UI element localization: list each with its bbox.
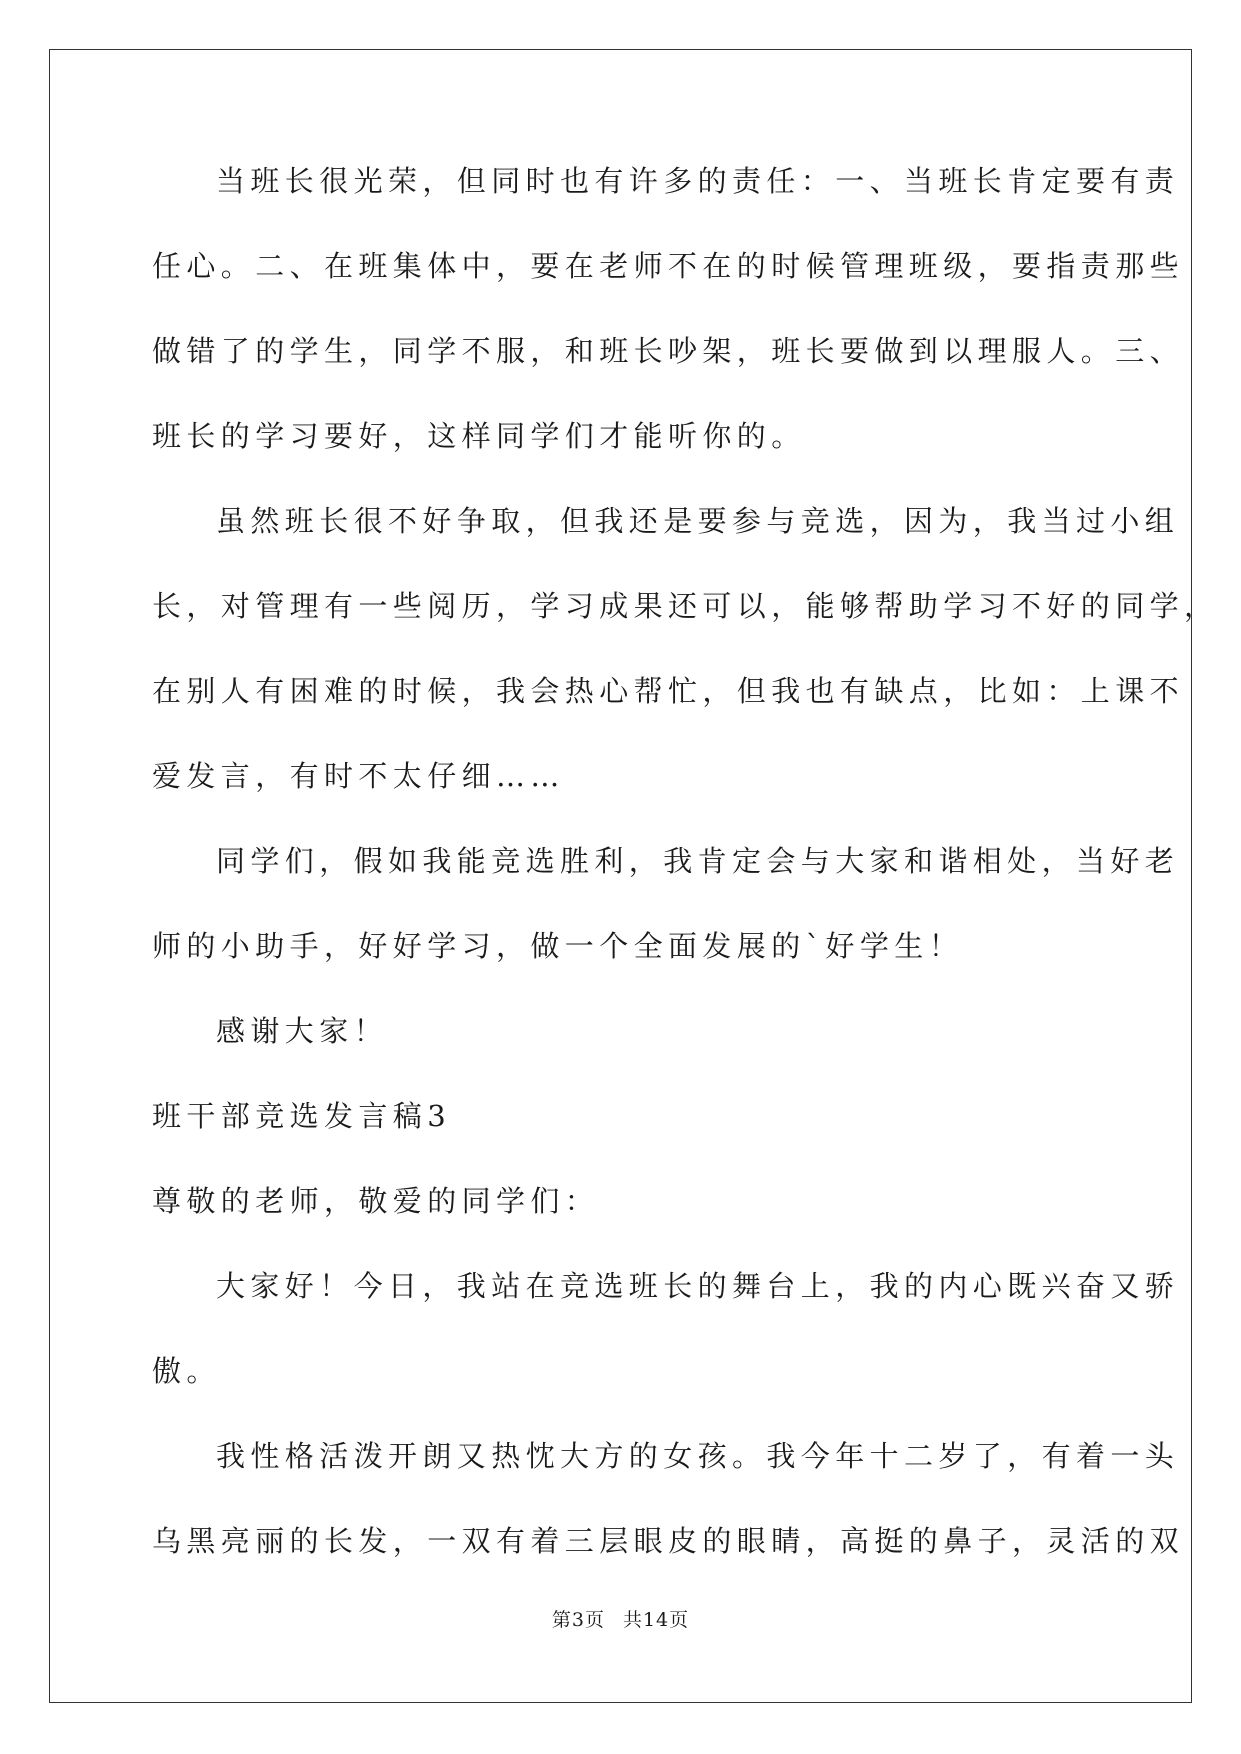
paragraph-line: 师的小助手，好好学习，做一个全面发展的`好学生！ — [152, 929, 964, 963]
paragraph-line: 当班长很光荣，但同时也有许多的责任：一、当班长肯定要有责 — [216, 164, 1180, 198]
page-total: 共14页 — [622, 1609, 690, 1631]
salutation-line: 尊敬的老师，敬爱的同学们： — [152, 1184, 600, 1218]
paragraph-line: 长，对管理有一些阅历，学习成果还可以，能够帮助学习不好的同学， — [152, 589, 1219, 623]
paragraph-line: 大家好！今日，我站在竞选班长的舞台上，我的内心既兴奋又骄 — [216, 1269, 1180, 1303]
section-heading: 班干部竞选发言稿3 — [152, 1099, 452, 1133]
paragraph-line: 爱发言，有时不太仔细…… — [152, 759, 565, 793]
paragraph-line: 虽然班长很不好争取，但我还是要参与竞选，因为，我当过小组 — [216, 504, 1180, 538]
page-footer — [0, 1605, 1241, 1632]
paragraph-line: 在别人有困难的时候，我会热心帮忙，但我也有缺点，比如：上课不 — [152, 674, 1185, 708]
paragraph-line: 乌黑亮丽的长发，一双有着三层眼皮的眼睛，高挺的鼻子，灵活的双 — [152, 1524, 1185, 1558]
paragraph-line: 任心。二、在班集体中，要在老师不在的时候管理班级，要指责那些 — [152, 249, 1185, 283]
document-body — [152, 155, 1219, 1600]
paragraph-line: 班长的学习要好，这样同学们才能听你的。 — [152, 419, 806, 453]
page-number: 第3页 — [551, 1609, 605, 1631]
paragraph-line: 做错了的学生，同学不服，和班长吵架，班长要做到以理服人。三、 — [152, 334, 1185, 368]
paragraph-line: 同学们，假如我能竞选胜利，我肯定会与大家和谐相处，当好老 — [216, 844, 1180, 878]
paragraph-line: 我性格活泼开朗又热忱大方的女孩。我今年十二岁了，有着一头 — [216, 1439, 1180, 1473]
paragraph-line: 感谢大家！ — [216, 1014, 389, 1048]
paragraph-line: 傲。 — [152, 1354, 221, 1388]
